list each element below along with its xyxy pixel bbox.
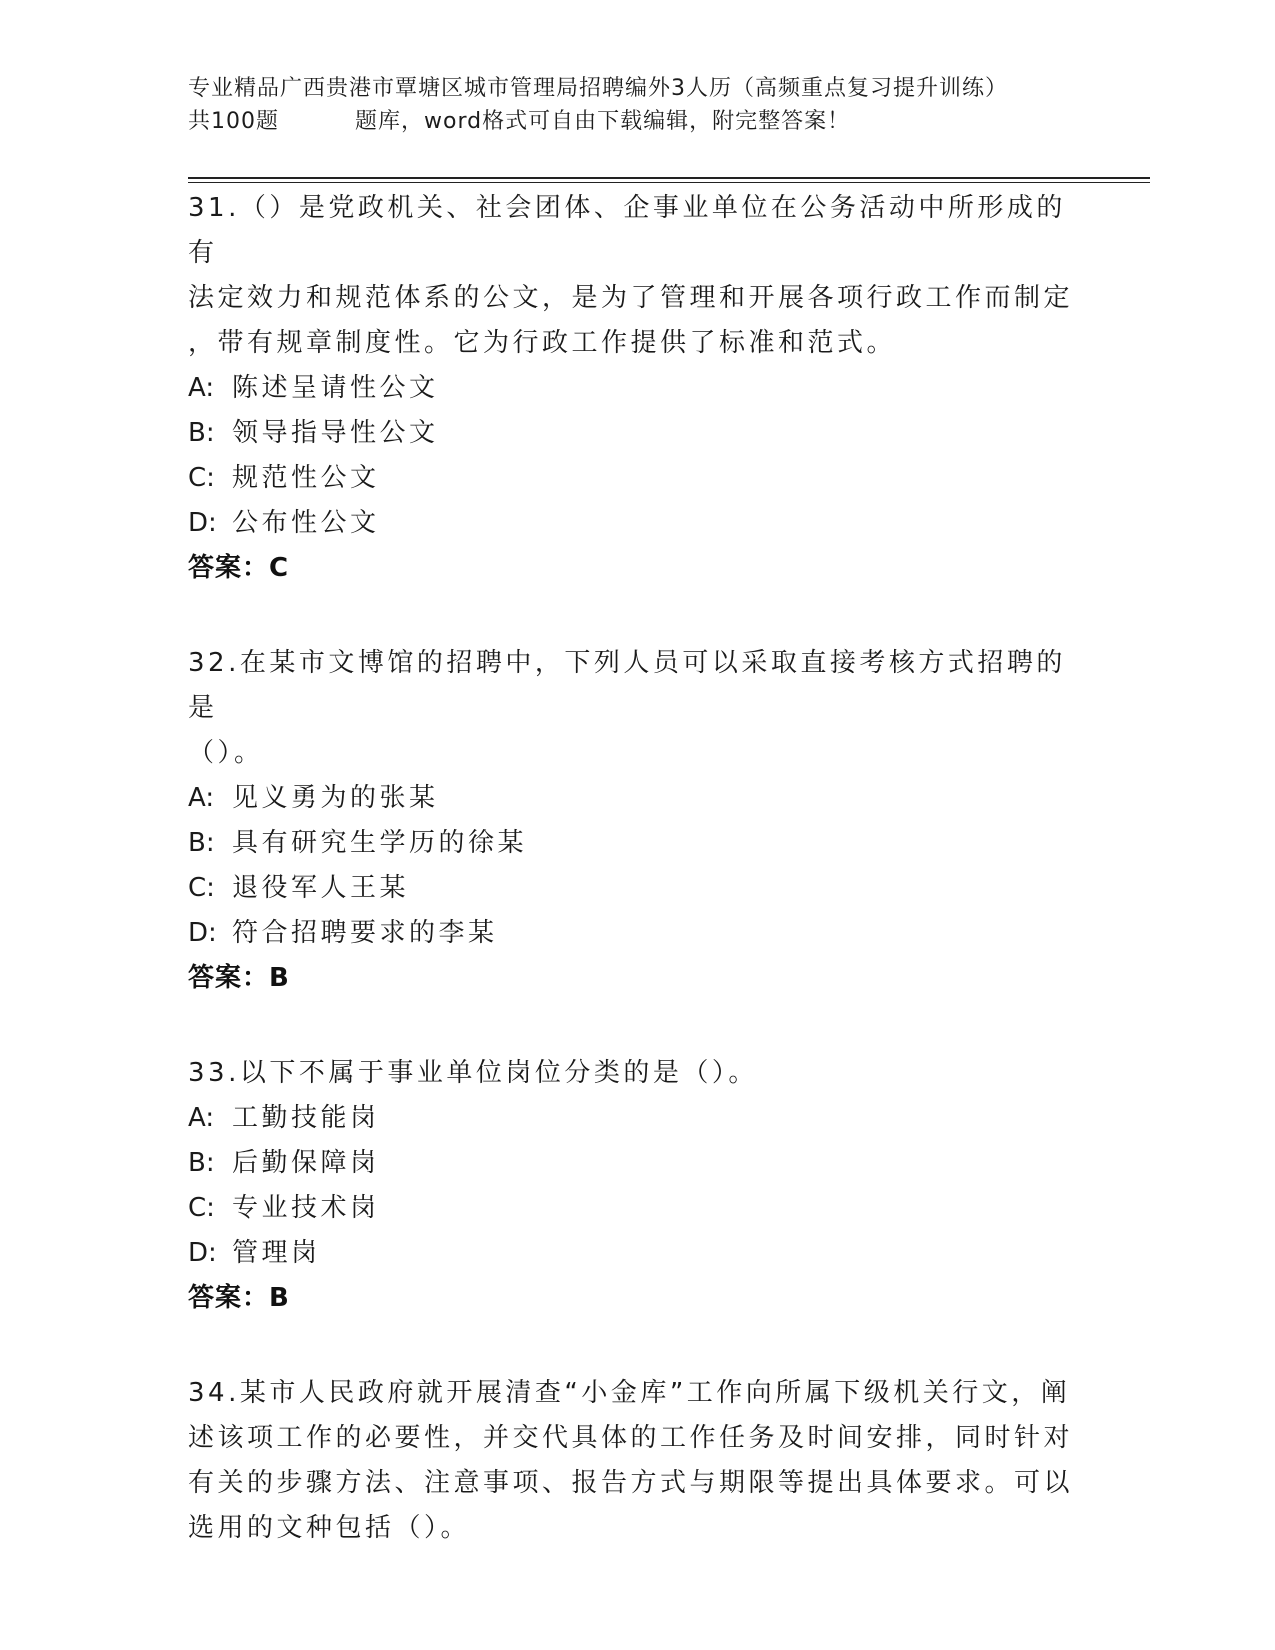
option-b [188,411,1088,456]
option-key: A: [188,1103,215,1133]
option-text: 工勤技能岗 [232,1103,380,1133]
option-key: B: [188,828,215,858]
answer-label: 答案：B [188,1283,290,1313]
option-text: 后勤保障岗 [232,1148,380,1178]
question-stem-line: ，带有规章制度性。它为行政工作提供了标准和范式。 [188,328,897,358]
answer-label: 答案：C [188,553,290,583]
option-key: C: [188,1193,215,1223]
option-c [188,456,1088,501]
question-stem-line: 32.在某市文博馆的招聘中，下列人员可以采取直接考核方式招聘的是 [188,648,1066,723]
option-text: 见义勇为的张某 [232,783,439,813]
question-stem-line: 有关的步骤方法、注意事项、报告方式与期限等提出具体要求。可以 [188,1468,1074,1498]
option-key: C: [188,873,215,903]
option-c [188,1186,1088,1231]
option-text: 退役军人王某 [232,873,410,903]
option-c [188,866,1088,911]
header-title: 专业精品广西贵港市覃塘区城市管理局招聘编外3人历（高频重点复习提升训练） [188,76,1008,101]
document-header [188,72,1088,138]
option-text: 规范性公文 [232,463,380,493]
option-text: 管理岗 [232,1238,321,1268]
option-key: D: [188,1238,217,1268]
option-a [188,1096,1088,1141]
question-stem-line: 法定效力和规范体系的公文，是为了管理和开展各项行政工作而制定 [188,283,1074,313]
header-description: 题库，word格式可自由下载编辑，附完整答案！ [355,109,851,134]
option-text: 具有研究生学历的徐某 [232,828,528,858]
option-d [188,501,1088,546]
question-stem-line: 31.（）是党政机关、社会团体、企事业单位在公务活动中所形成的有 [188,193,1066,268]
question-33 [188,1051,1088,1321]
option-text: 符合招聘要求的李某 [232,918,498,948]
option-key: A: [188,783,215,813]
question-stem-line: 34.某市人民政府就开展清查“小金库”工作向所属下级机关行文，阐 [188,1378,1071,1408]
option-key: B: [188,418,215,448]
option-key: D: [188,918,217,948]
option-text: 专业技术岗 [232,1193,380,1223]
question-32 [188,641,1088,1001]
option-d [188,911,1088,956]
answer-label: 答案：B [188,963,290,993]
question-31 [188,186,1088,591]
option-key: D: [188,508,217,538]
option-key: A: [188,373,215,403]
question-stem-line: （）。 [188,738,264,768]
question-34 [188,1371,1088,1551]
header-divider-thin [188,182,1150,183]
option-b [188,821,1088,866]
header-subtitle [188,105,1088,138]
option-text: 公布性公文 [232,508,380,538]
option-a [188,366,1088,411]
option-key: C: [188,463,215,493]
question-stem-line: 述该项工作的必要性，并交代具体的工作任务及时间安排，同时针对 [188,1423,1074,1453]
option-a [188,776,1088,821]
header-divider-thick [188,177,1150,179]
option-d [188,1231,1088,1276]
question-list [188,186,1088,1551]
option-text: 领导指导性公文 [232,418,439,448]
question-stem-line: 33.以下不属于事业单位岗位分类的是（）。 [188,1058,758,1088]
header-question-count: 共100题 [188,109,279,134]
question-stem-line: 选用的文种包括（）。 [188,1513,471,1543]
option-b [188,1141,1088,1186]
option-text: 陈述呈请性公文 [232,373,439,403]
option-key: B: [188,1148,215,1178]
